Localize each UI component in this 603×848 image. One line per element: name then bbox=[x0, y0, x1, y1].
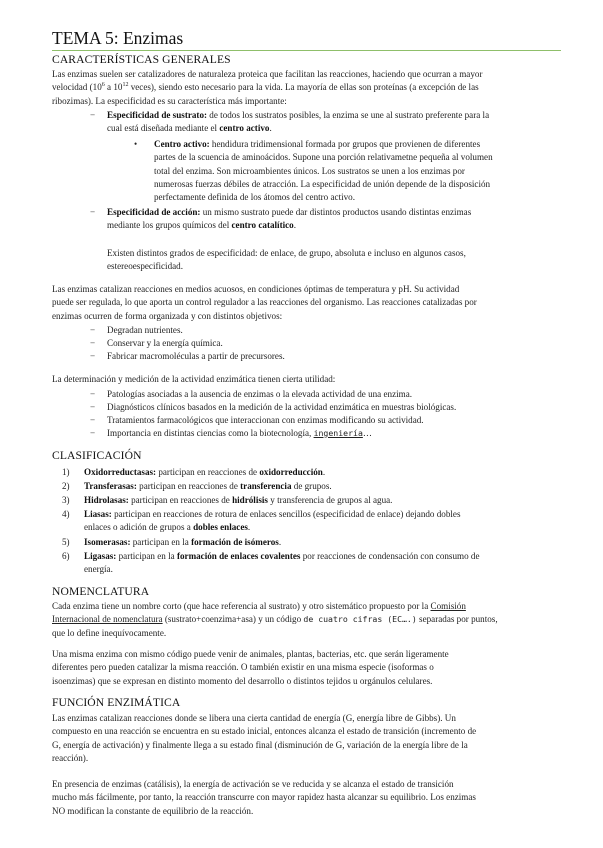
list-item: Conservar y la energía química. bbox=[107, 338, 223, 348]
dash-bullet: − bbox=[90, 325, 96, 335]
intro-line: Las enzimas suelen ser catalizadores de naturaleza proteica que facilitan las reacciones, haciendo que ocurran a mayor bbox=[52, 69, 483, 79]
paragraph-condiciones: Las enzimas catalizan reacciones en medios acuosos, en condiciones óptimas de temperatura y pH. Su actividad puede ser regulada, lo que aporta un control regulador a las reacciones del organismo. Las reacciones catalizadas por enzimas ocurren de forma organizada y con distintos objetivos: bbox=[52, 284, 477, 321]
intro-line: ribozimas). La especificidad es su característica más importante: bbox=[52, 95, 287, 106]
list-item: Transferasas: participan en reacciones de transferencia de grupos. bbox=[84, 481, 332, 491]
list-item: Isomerasas: participan en la formación de isómeros. bbox=[84, 537, 282, 547]
section-heading-nomenclatura: NOMENCLATURA bbox=[52, 585, 150, 598]
paragraph-utilidad: La determinación y medición de la actividad enzimática tienen cierta utilidad: bbox=[52, 374, 336, 384]
section-heading-clasificacion: CLASIFICACIÓN bbox=[52, 449, 142, 462]
list-item: Diagnósticos clínicos basados en la medición de la actividad enzimática en muestras biológicas. bbox=[107, 402, 457, 412]
dash-bullet: − bbox=[90, 402, 96, 412]
list-item: Degradan nutrientes. bbox=[107, 325, 183, 335]
section-heading-funcion: FUNCIÓN ENZIMÁTICA bbox=[52, 696, 181, 709]
list-number: 4) bbox=[62, 509, 70, 519]
intro-paragraph bbox=[52, 68, 560, 108]
especificidad-accion: Especificidad de acción: un mismo sustrato puede dar distintos productos usando distintas enzimas mediante los grupos químicos del centro catalítico. bbox=[107, 207, 472, 231]
dash-bullet: − bbox=[90, 428, 96, 438]
dash-bullet: − bbox=[90, 351, 96, 361]
dash-bullet: − bbox=[90, 110, 96, 120]
dash-bullet: − bbox=[90, 207, 96, 217]
list-number: 5) bbox=[62, 537, 70, 547]
title-underline bbox=[52, 50, 561, 51]
list-number: 6) bbox=[62, 551, 70, 561]
list-number: 2) bbox=[62, 481, 70, 491]
catalisis-paragraph: En presencia de enzimas (catálisis), la energía de activación se ve reducida y se alcanza el estado de transición mucho más fácilmente, por tanto, la reacción transcurre con mayor rapidez hasta alcanzar su equilibrio. Los enzimas NO modifican la constante de equilibrio de la reacción. bbox=[52, 779, 476, 816]
list-item: Liasas: participan en reacciones de rotura de enlaces sencillos (especificidad de enlace) dejando dobles enlaces o adición de grupos a dobles enlaces. bbox=[84, 509, 461, 533]
dash-bullet: − bbox=[90, 338, 96, 348]
dot-bullet: • bbox=[134, 139, 138, 149]
list-item: Fabricar macromoléculas a partir de precursores. bbox=[107, 351, 285, 361]
list-item: Ligasas: participan en la formación de enlaces covalentes por reacciones de condensación con consumo de energía. bbox=[84, 551, 480, 575]
page-title: TEMA 5: Enzimas bbox=[52, 28, 184, 48]
list-number: 1) bbox=[62, 467, 70, 477]
dash-bullet: − bbox=[90, 389, 96, 399]
list-item: Oxidorreductasas: participan en reacciones de oxidorreducción. bbox=[84, 467, 326, 477]
especificidad-sustrato: Especificidad de sustrato: de todos los sustratos posibles, la enzima se une al sustrato preferente para la cual está diseñada mediante el centro activo. bbox=[107, 110, 490, 134]
nomenclatura-paragraph: Cada enzima tiene un nombre corto (que hace referencia al sustrato) y otro sistemático propuesto por la Comisión Internacional de nomenclatura (sustrato+coenzima+asa) y un código de cuatro cifras (EC….) separadas por puntos, que lo define inequívocamente. bbox=[52, 601, 498, 638]
grados-especificidad: Existen distintos grados de especificidad: de enlace, de grupo, absoluta e incluso en algunos casos, estereoespecificidad. bbox=[107, 248, 466, 272]
isoenzimas-paragraph: Una misma enzima con mismo código puede venir de animales, plantas, bacterias, etc. que serán ligeramente diferentes pero pueden catalizar la misma reacción. O también existir en una misma especie (isoformas o isoenzimas) que se expresan en distinto momento del desarrollo o distintos tejidos u orgánulos celulares. bbox=[52, 649, 449, 686]
list-item: Tratamientos farmacológicos que interaccionan con enzimas modificando su actividad. bbox=[107, 415, 424, 425]
intro-line: velocidad ($10^6$ a $10^{12}$ veces), siendo esto necesario para la vida. La mayoría de ellas son proteínas (a excepción de las bbox=[52, 82, 479, 93]
list-item: Importancia en distintas ciencias como la biotecnología, ingeniería… bbox=[107, 428, 372, 438]
list-item: Patologías asociadas a la ausencia de enzimas o la elevada actividad de una enzima. bbox=[107, 389, 413, 399]
funcion-paragraph: Las enzimas catalizan reacciones donde se libera una cierta cantidad de energía (G, energía libre de Gibbs). Un compuesto en una reacción se encuentra en su estado inicial, entonces alcanza el estado de transición (incremento de G, energía de activación) y finalmente llega a su estado final (disminución de G, variación de la energía libre de la reacción). bbox=[52, 713, 477, 763]
section-heading-generales: CARACTERÍSTICAS GENERALES bbox=[52, 53, 231, 66]
dash-bullet: − bbox=[90, 415, 96, 425]
centro-activo: Centro activo: hendidura tridimensional formada por grupos que provienen de diferentes partes de la scuencia de aminoácidos. Supone una porción relativametne pequeña al volumen total del enzima. Son microambientes únicos. Los sustratos se unen a los enzimas por numerosas fuerzas débiles de atracción. La especificidad de unión depende de la disposición perfectamente definida de los átomos del centro activo. bbox=[154, 139, 493, 203]
list-number: 3) bbox=[62, 495, 70, 505]
list-item: Hidrolasas: participan en reacciones de hidrólisis y transferencia de grupos al agua. bbox=[84, 495, 393, 505]
